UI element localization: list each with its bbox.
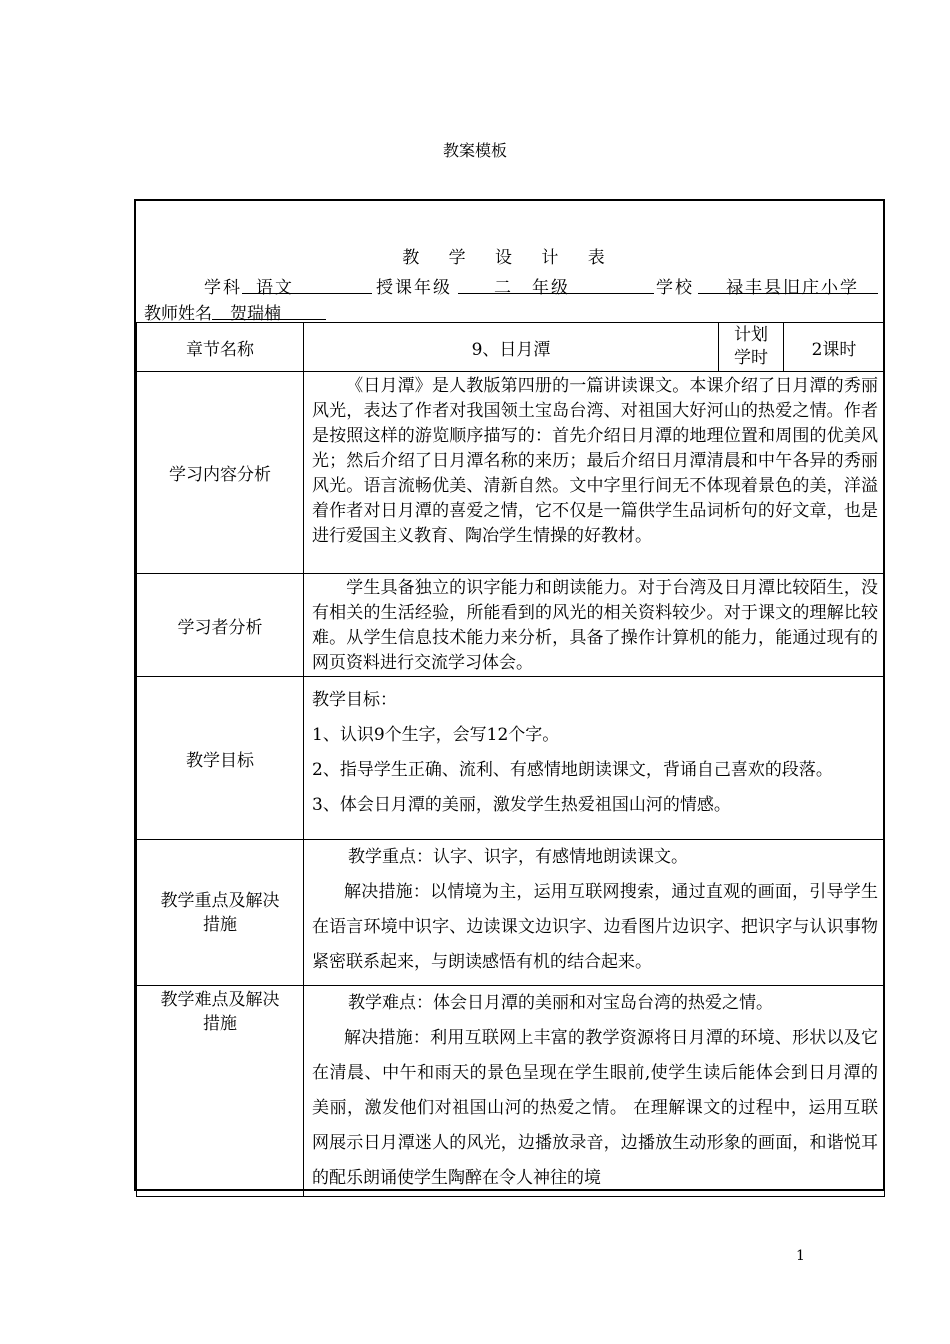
- goals-line: 1、认识9个生字，会写12个字。: [312, 725, 560, 745]
- key-points-label: 教学重点及解决 措施: [137, 840, 304, 986]
- planned-hours-label: 计划 学时: [719, 323, 784, 372]
- learner-analysis-text: 学生具备独立的识字能力和朗读能力。对于台湾及日月潭比较陌生，没有相关的生活经验，所能看到的风光的相关资料较少。对于课文的理解比较难。从学生信息技术能力来分析，具备了操作计算机的能力，能通过现有的网页资料进行交流学习体会。: [312, 578, 878, 673]
- design-grid: [136, 322, 885, 1197]
- key-measures-text: 解决措施：以情境为主，运用互联网搜索，通过直观的画面，引导学生在语言环境中识字、边读课文边识字、边看图片边识字、把识字与认识事物紧密联系起来，与朗读感悟有机的结合起来。: [312, 882, 878, 972]
- goals-line: 3、体会日月潭的美丽，激发学生热爱祖国山河的情感。: [312, 795, 731, 815]
- learner-analysis-row: [137, 574, 885, 677]
- key-point-text: 教学重点：认字、识字，有感情地朗读课文。: [348, 847, 688, 867]
- subject-label: 学科: [204, 278, 242, 298]
- difficulty-point-text: 教学难点：体会日月潭的美丽和对宝岛台湾的热爱之情。: [348, 993, 773, 1013]
- content-analysis-text: 《日月潭》是人教版第四册的一篇讲读课文。本课介绍了日月潭的秀丽风光，表达了作者对我国领土宝岛台湾、对祖国大好河山的热爱之情。作者是按照这样的游览顺序描写的：首先介绍日月潭的地理位置和周围的优美风光；然后介绍了日月潭名称的来历；最后介绍日月潭清晨和中午各异的秀丽风光。语言流畅优美、清新自然。文中字里行间无不体现着景色的美，洋溢着作者对日月潭的喜爱之情，它不仅是一篇供学生品词析句的好文章，也是进行爱国主义教育、陶冶学生情操的好教材。: [312, 376, 878, 546]
- goals-row: [137, 677, 885, 840]
- goals-label: 教学目标: [137, 677, 304, 840]
- difficulty-measures-text: 解决措施：利用互联网上丰富的教学资源将日月潭的环境、形状以及它在清晨、中午和雨天的景色呈现在学生眼前,使学生读后能体会到日月潭的美丽，激发他们对祖国山河的热爱之情。 在理解课文的过程中，运用互联网展示日月潭迷人的风光，边播放录音，边播放生动形象的画面，和谐悦耳的配乐朗诵使学生陶醉在令人神往的境: [312, 1028, 878, 1188]
- difficulties-row: [137, 986, 885, 1197]
- learner-analysis-label: 学习者分析: [137, 574, 304, 677]
- learner-analysis-cell: [304, 574, 885, 677]
- goals-line: 教学目标：: [312, 690, 397, 710]
- table-heading: 教 学 设 计 表: [402, 248, 617, 268]
- teacher-value: 贺瑞楠: [212, 299, 326, 320]
- school-value: 禄丰县旧庄小学: [698, 273, 878, 294]
- goals-line: 2、指导学生正确、流利、有感情地朗读课文，背诵自己喜欢的段落。: [312, 760, 833, 780]
- key-points-row: [137, 840, 885, 986]
- planned-hours-value: 2课时: [784, 323, 885, 372]
- teacher-row: [144, 299, 326, 324]
- chapter-value: 9、日月潭: [304, 323, 719, 372]
- teacher-label: 教师姓名: [144, 304, 212, 324]
- school-label: 学校: [656, 278, 694, 298]
- grade-label: 授课年级: [376, 278, 452, 298]
- page-number: 1: [796, 1248, 805, 1264]
- lesson-design-table: [134, 199, 885, 1191]
- goals-cell: [304, 677, 885, 840]
- difficulties-label: 教学难点及解决 措施: [137, 986, 304, 1197]
- grade-value: 二 年级: [458, 273, 654, 294]
- document-title: 教案模板: [442, 141, 507, 160]
- content-analysis-row: [137, 372, 885, 574]
- chapter-label: 章节名称: [137, 323, 304, 372]
- content-analysis-cell: [304, 372, 885, 574]
- content-analysis-label: 学习内容分析: [137, 372, 304, 574]
- table-header: [136, 201, 883, 322]
- difficulties-cell: [304, 986, 885, 1197]
- key-points-cell: [304, 840, 885, 986]
- chapter-row: [137, 323, 885, 372]
- subject-value: 语文: [242, 273, 372, 294]
